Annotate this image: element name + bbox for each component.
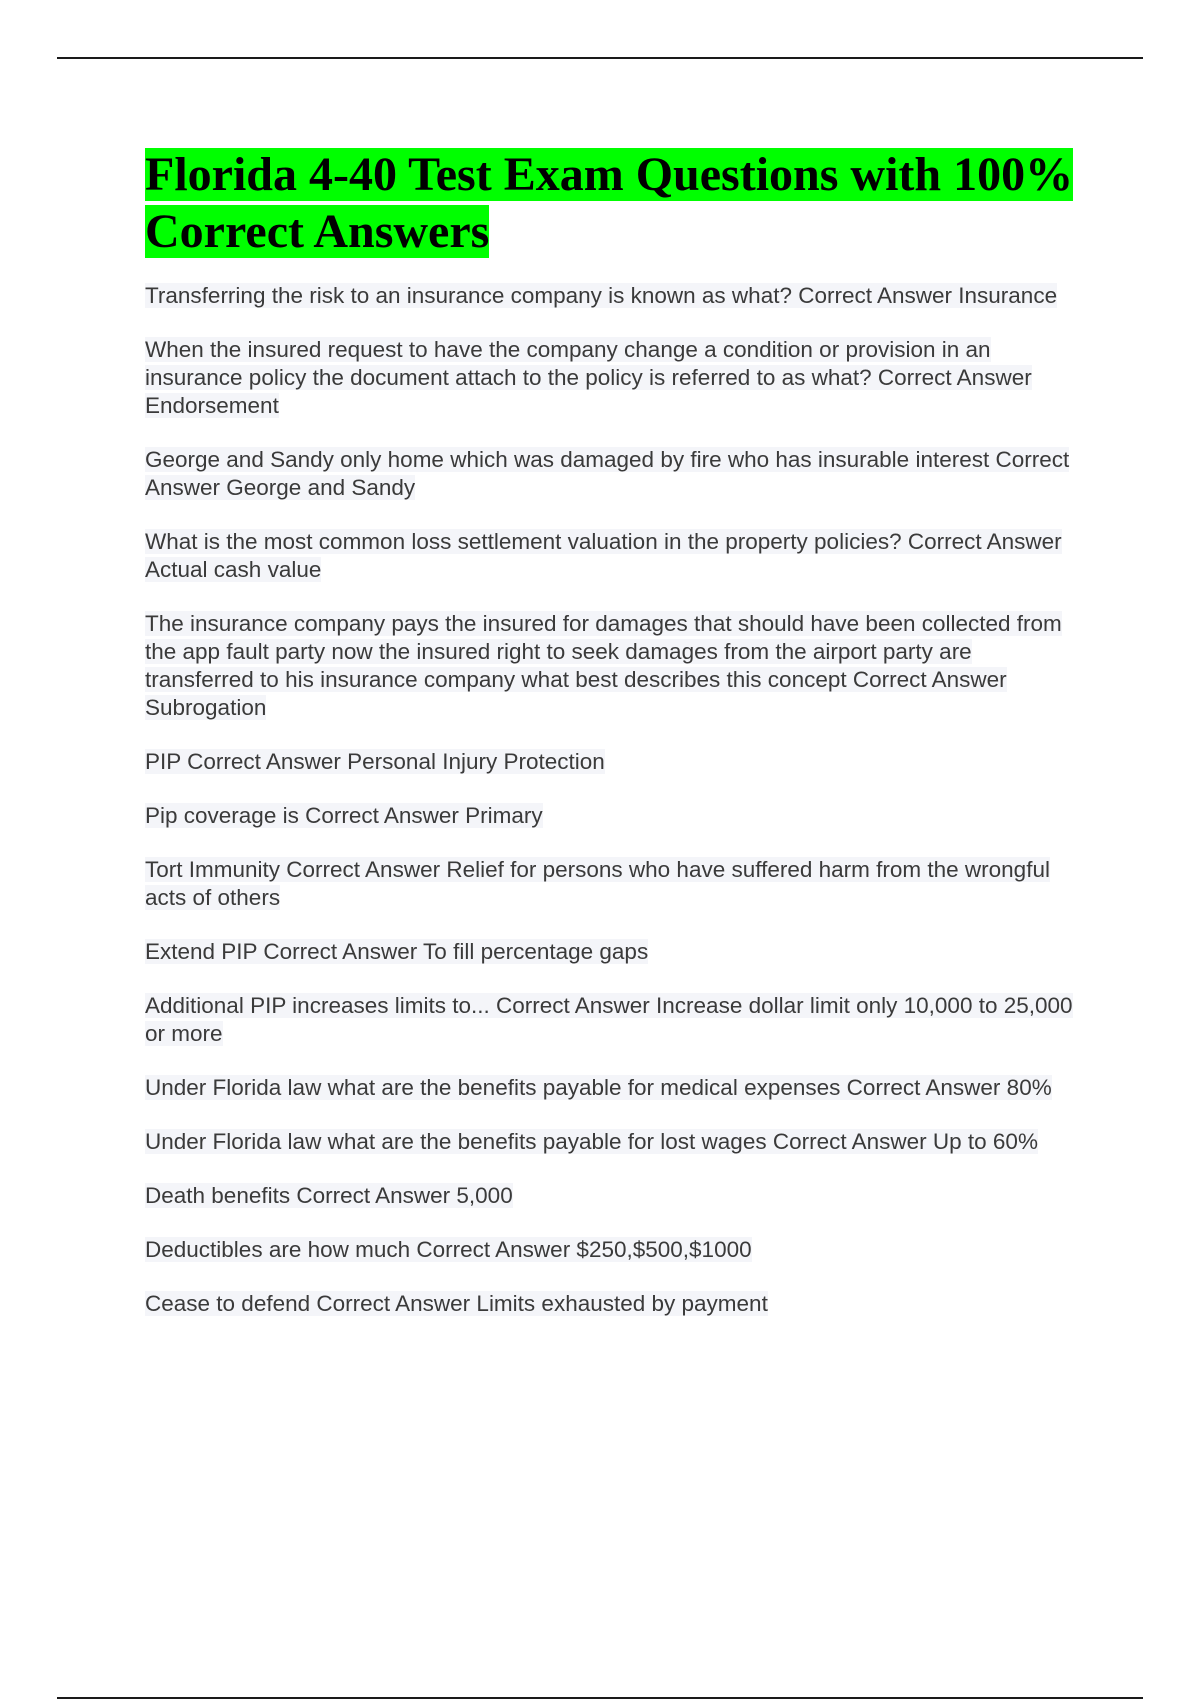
page-title: [145, 146, 1080, 260]
qa-item-2: [145, 336, 1080, 420]
qa-text: Under Florida law what are the benefits payable for lost wages Correct Answer Up to 60%: [145, 1129, 1038, 1154]
qa-item-13: [145, 1182, 1080, 1210]
qa-item-8: [145, 856, 1080, 912]
qa-text: George and Sandy only home which was damaged by fire who has insurable interest Correct Answer George and Sandy: [145, 447, 1070, 500]
qa-item-9: [145, 938, 1080, 966]
qa-item-1: [145, 282, 1080, 310]
top-rule: [57, 57, 1143, 59]
qa-text: What is the most common loss settlement valuation in the property policies? Correct Answer Actual cash value: [145, 529, 1062, 582]
qa-text: Under Florida law what are the benefits payable for medical expenses Correct Answer 80%: [145, 1075, 1052, 1100]
qa-text: Additional PIP increases limits to... Correct Answer Increase dollar limit only 10,000 to 25,000 or more: [145, 993, 1073, 1046]
bottom-rule: [57, 1697, 1143, 1699]
qa-text: Pip coverage is Correct Answer Primary: [145, 803, 543, 828]
qa-item-14: [145, 1236, 1080, 1264]
qa-item-11: [145, 1074, 1080, 1102]
qa-item-12: [145, 1128, 1080, 1156]
qa-item-10: [145, 992, 1080, 1048]
qa-text: PIP Correct Answer Personal Injury Protection: [145, 749, 605, 774]
qa-text: Transferring the risk to an insurance company is known as what? Correct Answer Insurance: [145, 283, 1058, 308]
qa-item-15: [145, 1290, 1080, 1318]
qa-item-4: [145, 528, 1080, 584]
qa-text: The insurance company pays the insured for damages that should have been collected from the app fault party now the insured right to seek damages from the airport party are transferred to his insurance company what best describes this concept Correct Answer Subrogation: [145, 611, 1062, 720]
qa-text: Deductibles are how much Correct Answer $250,$500,$1000: [145, 1237, 752, 1262]
qa-text: Tort Immunity Correct Answer Relief for persons who have suffered harm from the wrongful acts of others: [145, 857, 1050, 910]
qa-item-7: [145, 802, 1080, 830]
qa-text: Death benefits Correct Answer 5,000: [145, 1183, 513, 1208]
qa-text: When the insured request to have the company change a condition or provision in an insurance policy the document attach to the policy is referred to as what? Correct Answer Endorsement: [145, 337, 1032, 418]
qa-text: Extend PIP Correct Answer To fill percentage gaps: [145, 939, 649, 964]
qa-text: Cease to defend Correct Answer Limits exhausted by payment: [145, 1291, 768, 1316]
qa-item-3: [145, 446, 1080, 502]
page-title-text: Florida 4-40 Test Exam Questions with 100% Correct Answers: [145, 148, 1074, 258]
qa-item-5: [145, 610, 1080, 722]
document-page: [145, 146, 1080, 1344]
qa-item-6: [145, 748, 1080, 776]
